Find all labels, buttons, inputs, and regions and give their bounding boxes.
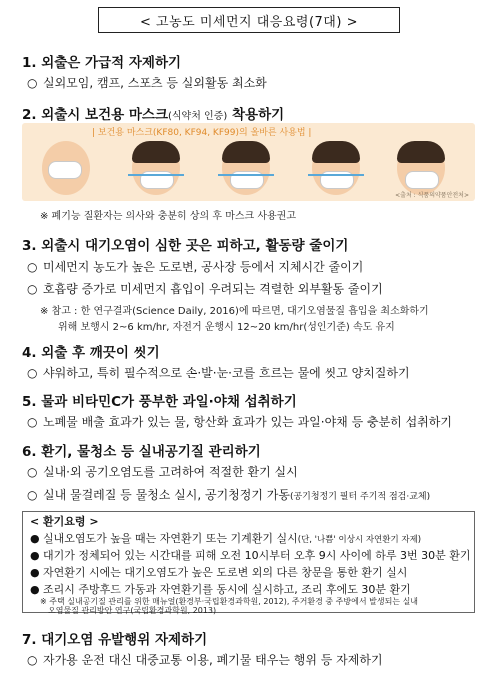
- section-3-item-2: ○ 호흡량 증가로 미세먼지 흡입이 우려되는 격렬한 외부활동 줄이기: [27, 282, 383, 296]
- section-3-item-1: ○ 미세먼지 농도가 높은 도로변, 공사장 등에서 지체시간 줄이기: [27, 260, 364, 274]
- section-4-heading: 4. 외출 후 깨끗이 씻기: [22, 345, 160, 361]
- ventilation-tip-4: ● 조리시 주방후드 가동과 자연환기를 동시에 실시하고, 조리 후에도 30분 환기: [30, 583, 411, 596]
- ventilation-tip-2: ● 대기가 정체되어 있는 시간대를 피해 오전 10시부터 오후 9시 사이에 하루 3번 30분 환기: [30, 549, 471, 562]
- section-6-item-1: ○ 실내·외 공기오염도를 고려하여 적절한 환기 실시: [27, 465, 298, 479]
- ventilation-source-1: ※ 주택 실내공기질 관리를 위한 매뉴얼(환경부·국립환경과학원, 2012), 주거환경 중 주방에서 발생되는 실내: [40, 597, 419, 606]
- section-4-item: ○ 샤워하고, 특히 필수적으로 손·발·눈·코를 흐르는 물에 씻고 양치질하기: [27, 366, 410, 380]
- mask-usage-illustration: [22, 123, 475, 201]
- section-3-note-1: ※ 참고 : 한 연구결과(Science Daily, 2016)에 따르면, 대기오염물질 흡입을 최소화하기: [40, 306, 429, 317]
- section-3-note-2: 위해 보행시 2~6 km/hr, 자전거 운행시 12~20 km/hr(성인기준) 속도 유지: [58, 322, 395, 333]
- section-3-heading: 3. 외출시 대기오염이 심한 곳은 피하고, 활동량 줄이기: [22, 238, 349, 254]
- section-1-heading: 1. 외출은 가급적 자제하기: [22, 55, 182, 71]
- section-6-item-2: ○ 실내 물걸레질 등 물청소 실시, 공기청정기 가동(공기청정기 필터 주기적 점검·교체): [27, 488, 431, 502]
- section-2-note: ※ 폐기능 질환자는 의사와 충분히 상의 후 마스크 사용권고: [40, 211, 296, 222]
- page-title: < 고농도 미세먼지 대응요령(7대) >: [98, 7, 400, 33]
- section-5-heading: 5. 물과 비타민C가 풍부한 과일·야채 섭취하기: [22, 394, 297, 410]
- ventilation-source-2: 오염물질 관리방안 연구(국립환경과학원, 2013): [48, 606, 217, 615]
- mask-step-1-image: [42, 141, 90, 195]
- mask-banner-title: | 보건용 마스크(KF80, KF94, KF99)의 올바른 사용법 |: [92, 128, 312, 138]
- ventilation-tip-1: ● 실내오염도가 높을 때는 자연환기 또는 기계환기 실시(단, '나쁨' 이상시 자연환기 자제): [30, 532, 422, 545]
- ventilation-tip-3: ● 자연환기 시에는 대기오염도가 높은 도로변 외의 다른 창문을 통한 환기 실시: [30, 566, 408, 579]
- section-7-heading: 7. 대기오염 유발행위 자제하기: [22, 632, 208, 648]
- section-5-item: ○ 노폐물 배출 효과가 있는 물, 항산화 효과가 있는 과일·야채 등 충분히 섭취하기: [27, 415, 452, 429]
- section-7-item: ○ 자가용 운전 대신 대중교통 이용, 폐기물 태우는 행위 등 자제하기: [27, 653, 383, 667]
- mask-banner-source: <출처 : 식품의약품안전처>: [395, 192, 469, 199]
- section-1-item: ○ 실외모임, 캠프, 스포츠 등 실외활동 최소화: [27, 76, 267, 90]
- section-2-heading: 2. 외출시 보건용 마스크(식약처 인증) 착용하기: [22, 107, 285, 123]
- ventilation-tips-heading: < 환기요령 >: [30, 515, 99, 528]
- mask-step-3-image: [222, 141, 270, 195]
- section-6-heading: 6. 환기, 물청소 등 실내공기질 관리하기: [22, 444, 261, 460]
- mask-step-4-image: [312, 141, 360, 195]
- mask-step-5-image: [397, 141, 445, 195]
- mask-step-2-image: [132, 141, 180, 195]
